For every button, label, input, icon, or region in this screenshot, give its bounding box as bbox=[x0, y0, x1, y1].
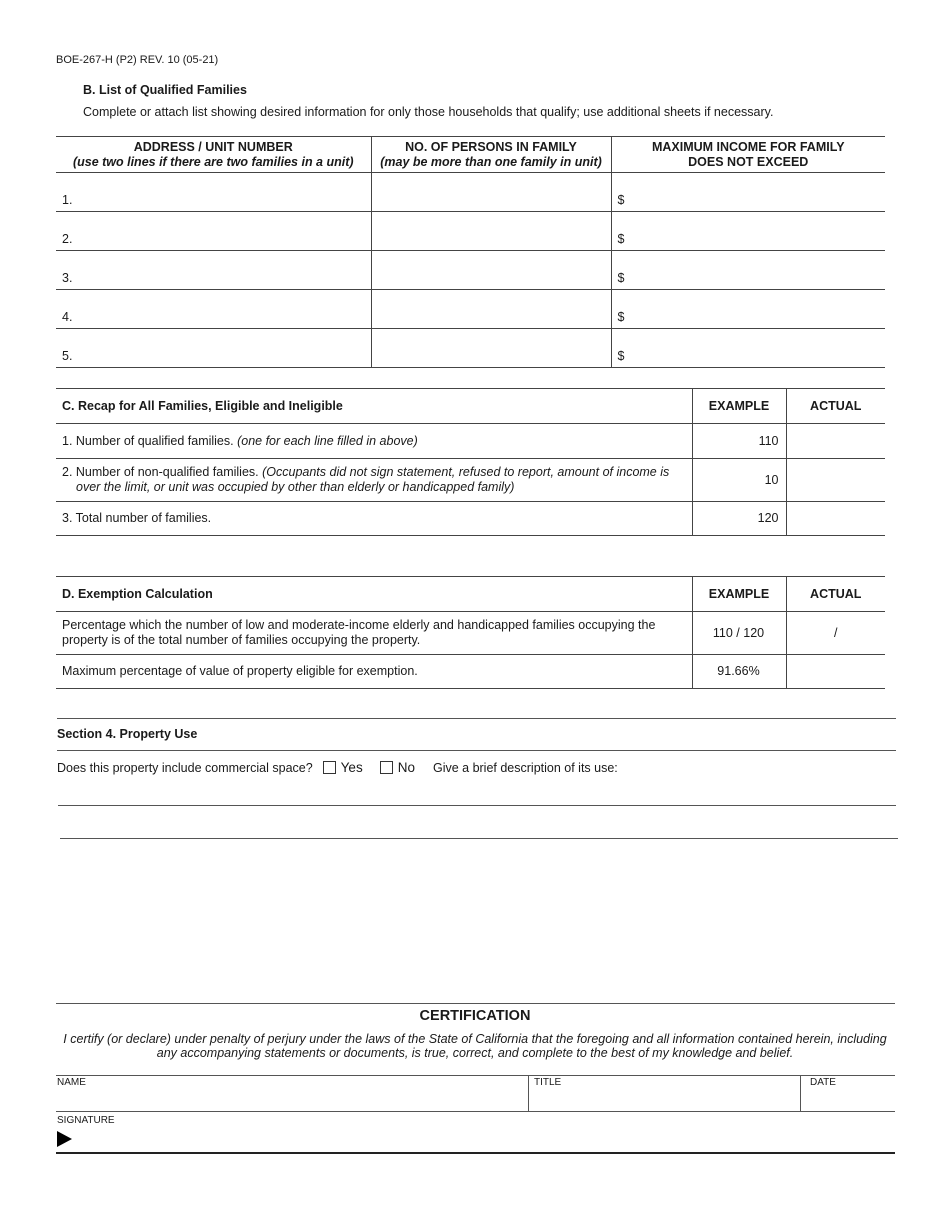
qualified-families-table bbox=[56, 136, 885, 368]
address-field[interactable]: 4. bbox=[56, 290, 371, 329]
address-field[interactable]: 3. bbox=[56, 251, 371, 290]
title-field[interactable] bbox=[529, 1076, 799, 1110]
description-prompt: Give a brief description of its use: bbox=[432, 760, 618, 775]
persons-field[interactable] bbox=[371, 290, 611, 329]
name-field[interactable] bbox=[57, 1076, 527, 1110]
signature-field[interactable] bbox=[80, 1128, 894, 1152]
question-text: Does this property include commercial space? bbox=[57, 760, 313, 775]
no-checkbox[interactable] bbox=[380, 761, 393, 774]
name-label: NAME bbox=[57, 1077, 86, 1088]
table-row bbox=[56, 612, 885, 655]
table-row bbox=[56, 290, 885, 329]
address-field[interactable]: 5. bbox=[56, 329, 371, 368]
row-label: Maximum percentage of value of property eligible for exemption. bbox=[56, 655, 692, 689]
table-header-row bbox=[56, 137, 885, 173]
example-value: 110 / 120 bbox=[692, 612, 786, 655]
persons-field[interactable] bbox=[371, 173, 611, 212]
row-label: 1. Number of qualified families. (one for each line filled in above) bbox=[56, 424, 692, 459]
description-line[interactable] bbox=[58, 805, 896, 806]
divider bbox=[57, 718, 896, 719]
date-field[interactable] bbox=[801, 1076, 894, 1110]
row-label: 3. Total number of families. bbox=[56, 502, 692, 536]
section-b-intro: Complete or attach list showing desired information for only those households that qualify; use additional sheets if necessary. bbox=[83, 105, 774, 119]
commercial-space-question bbox=[57, 760, 618, 775]
recap-table bbox=[56, 388, 885, 536]
description-line[interactable] bbox=[60, 838, 898, 839]
table-header-row bbox=[56, 389, 885, 424]
signature-arrow-icon bbox=[57, 1131, 72, 1147]
row-label: 2. Number of non-qualified families. (Occupants did not sign statement, refused to report, amount of income is over the limit, or unit was occupied by other than elderly or handicapped family) bbox=[56, 459, 692, 502]
divider bbox=[56, 1003, 895, 1004]
row-label: Percentage which the number of low and moderate-income elderly and handicapped families occupying the property is of the total number of families occupying the property. bbox=[56, 612, 692, 655]
table-row bbox=[56, 655, 885, 689]
yes-label: Yes bbox=[340, 760, 363, 775]
table-row bbox=[56, 459, 885, 502]
column-header-max-income: MAXIMUM INCOME FOR FAMILY DOES NOT EXCEED bbox=[611, 137, 885, 173]
persons-field[interactable] bbox=[371, 251, 611, 290]
section-b-title: B. List of Qualified Families bbox=[83, 83, 247, 97]
actual-field[interactable] bbox=[786, 655, 885, 689]
column-header-example: EXAMPLE bbox=[692, 389, 786, 424]
column-header-actual: ACTUAL bbox=[786, 389, 885, 424]
yes-checkbox[interactable] bbox=[323, 761, 336, 774]
divider bbox=[57, 750, 896, 751]
table-row bbox=[56, 329, 885, 368]
certification-text: I certify (or declare) under penalty of perjury under the laws of the State of California that the foregoing and all information contained herein, including any accompanying statements or documents, is true, correct, and complete to the best of my knowledge and belief. bbox=[63, 1032, 887, 1060]
section-d-title: D. Exemption Calculation bbox=[56, 577, 692, 612]
no-label: No bbox=[397, 760, 415, 775]
address-field[interactable]: 1. bbox=[56, 173, 371, 212]
column-header-persons: NO. OF PERSONS IN FAMILY (may be more than one family in unit) bbox=[371, 137, 611, 173]
column-header-example: EXAMPLE bbox=[692, 577, 786, 612]
exemption-table bbox=[56, 576, 885, 689]
example-value: 120 bbox=[692, 502, 786, 536]
signature-label: SIGNATURE bbox=[57, 1115, 115, 1126]
form-id: BOE-267-H (P2) REV. 10 (05-21) bbox=[56, 54, 219, 66]
persons-field[interactable] bbox=[371, 329, 611, 368]
income-field[interactable]: $ bbox=[611, 290, 885, 329]
column-header-actual: ACTUAL bbox=[786, 577, 885, 612]
income-field[interactable]: $ bbox=[611, 329, 885, 368]
table-row bbox=[56, 212, 885, 251]
certification-title: CERTIFICATION bbox=[419, 1008, 531, 1024]
example-value: 110 bbox=[692, 424, 786, 459]
income-field[interactable]: $ bbox=[611, 212, 885, 251]
table-header-row bbox=[56, 577, 885, 612]
divider bbox=[56, 1152, 895, 1154]
table-row bbox=[56, 251, 885, 290]
table-row bbox=[56, 173, 885, 212]
address-field[interactable]: 2. bbox=[56, 212, 371, 251]
title-label: TITLE bbox=[534, 1077, 562, 1088]
actual-field[interactable] bbox=[786, 459, 885, 502]
date-label: DATE bbox=[810, 1077, 836, 1088]
actual-field[interactable]: / bbox=[786, 612, 885, 655]
actual-field[interactable] bbox=[786, 502, 885, 536]
section-4-title: Section 4. Property Use bbox=[57, 727, 198, 741]
column-header-address: ADDRESS / UNIT NUMBER (use two lines if there are two families in a unit) bbox=[56, 137, 371, 173]
divider bbox=[56, 1111, 895, 1112]
persons-field[interactable] bbox=[371, 212, 611, 251]
income-field[interactable]: $ bbox=[611, 251, 885, 290]
income-field[interactable]: $ bbox=[611, 173, 885, 212]
example-value: 91.66% bbox=[692, 655, 786, 689]
table-row bbox=[56, 502, 885, 536]
table-row bbox=[56, 424, 885, 459]
actual-field[interactable] bbox=[786, 424, 885, 459]
example-value: 10 bbox=[692, 459, 786, 502]
section-c-title: C. Recap for All Families, Eligible and Ineligible bbox=[56, 389, 692, 424]
